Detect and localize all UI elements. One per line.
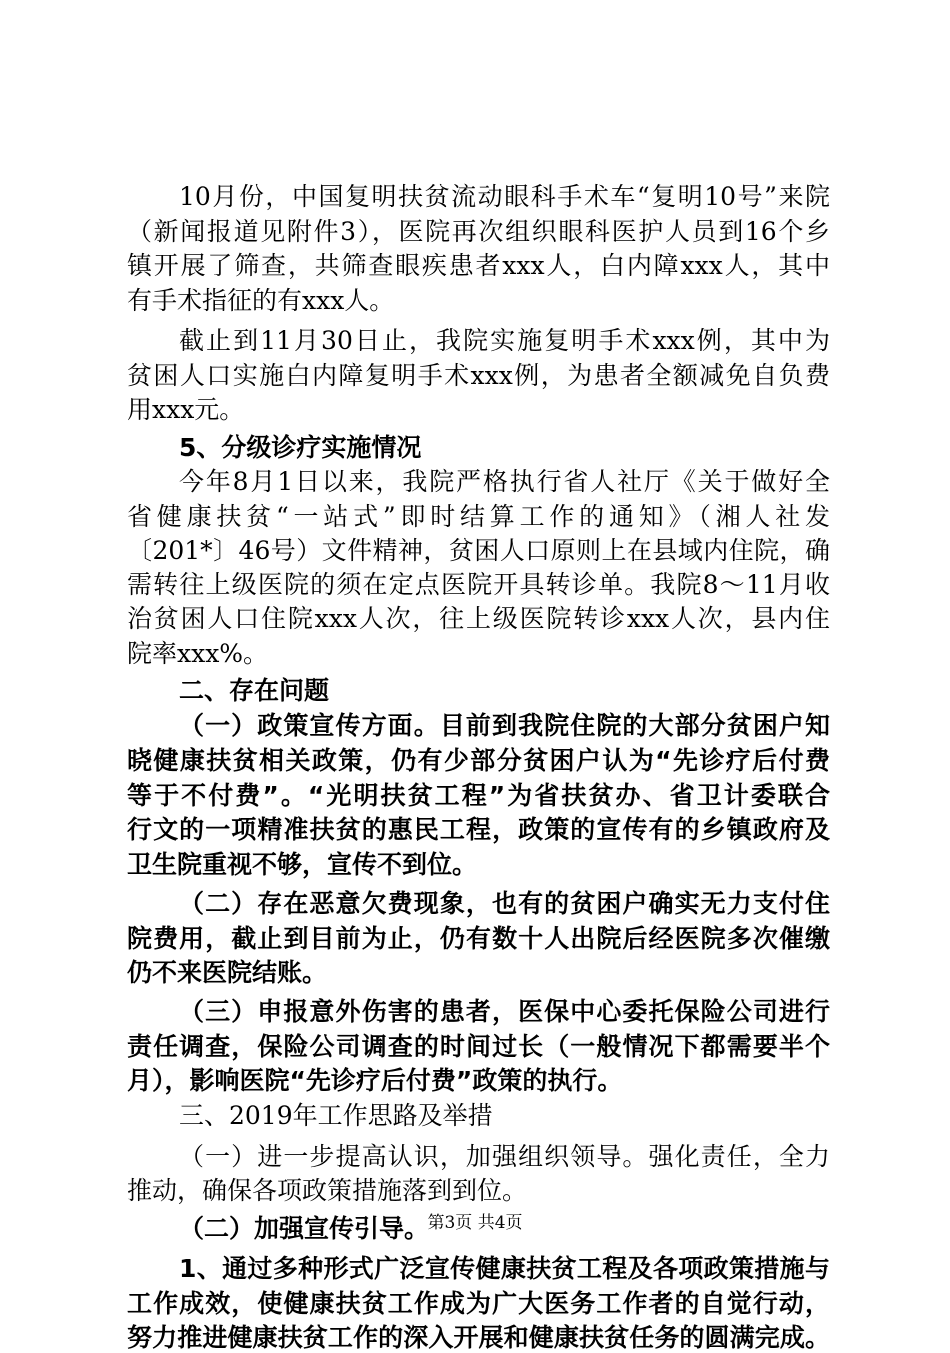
text-line: 5、分级诊疗实施情况 — [179, 433, 422, 462]
text-line: （一）进一步提高认识，加强组织领导。强化责任，全力 — [179, 1142, 830, 1171]
text-line: 仍不来医院结账。 — [127, 958, 328, 987]
page-footer: 第3页 共4页 — [427, 1213, 523, 1233]
text-line: 治贫困人口住院xxx人次，往上级医院转诊xxx人次，县内住 — [127, 604, 830, 633]
text-line: 省健康扶贫“一站式”即时结算工作的通知》（湘人社发 — [127, 502, 830, 531]
text-line: 晓健康扶贫相关政策，仍有少部分贫困户认为“先诊疗后付费 — [127, 746, 830, 775]
text-line: 10月份，中国复明扶贫流动眼科手术车“复明10号”来院 — [179, 182, 830, 211]
text-line: 需转往上级医院的须在定点医院开具转诊单。我院8～11月收 — [127, 570, 830, 599]
text-line: 今年8月1日以来，我院严格执行省人社厅《关于做好全 — [179, 467, 830, 496]
text-line: 院费用，截止到目前为止，仍有数十人出院后经医院多次催缴 — [127, 924, 830, 953]
text-line: 贫困人口实施白内障复明手术xxx例，为患者全额减免自负费 — [127, 361, 830, 390]
text-line: （一）政策宣传方面。目前到我院住院的大部分贫困户知 — [179, 711, 830, 740]
text-line: 行文的一项精准扶贫的惠民工程，政策的宣传有的乡镇政府及 — [127, 815, 830, 844]
text-line: 月），影响医院“先诊疗后付费”政策的执行。 — [127, 1066, 623, 1095]
text-line: 责任调查，保险公司调查的时间过长（一般情况下都需要半个 — [127, 1032, 830, 1061]
text-line: 三、2019年工作思路及举措 — [179, 1101, 493, 1130]
text-line: 〔201*〕46号）文件精神，贫困人口原则上在县域内住院，确 — [127, 536, 830, 565]
text-line: 二、存在问题 — [179, 676, 330, 705]
text-line: 1、通过多种形式广泛宣传健康扶贫工程及各项政策措施与 — [179, 1254, 830, 1283]
text-line: 院率xxx%。 — [127, 639, 269, 668]
text-line: 推动，确保各项政策措施落到到位。 — [127, 1176, 528, 1205]
text-line: 截止到11月30日止，我院实施复明手术xxx例，其中为 — [179, 326, 830, 355]
text-line: 努力推进健康扶贫工作的深入开展和健康扶贫任务的圆满完成。 — [127, 1323, 830, 1352]
text-line: 有手术指征的有xxx人。 — [127, 286, 395, 315]
text-line: 等于不付费”。“光明扶贫工程”为省扶贫办、省卫计委联合 — [127, 781, 830, 810]
text-line: 镇开展了筛查，共筛查眼疾患者xxx人，白内障xxx人，其中 — [127, 251, 830, 280]
text-line: 用xxx元。 — [127, 395, 245, 424]
text-line: （二）加强宣传引导。 — [179, 1214, 430, 1243]
text-line: （新闻报道见附件3），医院再次组织眼科医护人员到16个乡 — [127, 217, 830, 246]
text-line: 工作成效，使健康扶贫工作成为广大医务工作者的自觉行动， — [127, 1289, 830, 1318]
text-line: （二）存在恶意欠费现象，也有的贫困户确实无力支付住 — [179, 889, 830, 918]
text-line: 卫生院重视不够，宣传不到位。 — [127, 850, 478, 879]
text-line: （三）申报意外伤害的患者，医保中心委托保险公司进行 — [179, 997, 830, 1026]
